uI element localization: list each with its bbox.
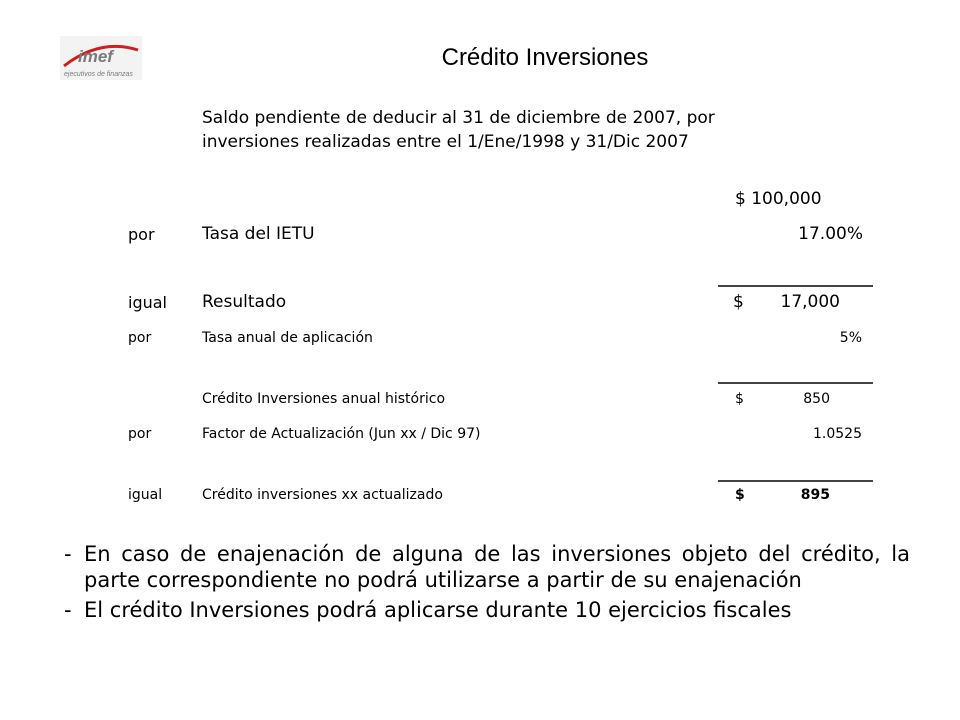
- row-value: 895: [800, 487, 830, 503]
- balance-description: Saldo pendiente de deducir al 31 de diciembre de 2007, por inversiones realizadas entre el 1/Ene/1998 y 31/Dic 2007: [202, 108, 715, 152]
- sum-divider: [718, 382, 873, 384]
- sum-divider: [718, 480, 873, 482]
- row-label: Resultado: [202, 292, 287, 312]
- row-value: 1.0525: [813, 426, 862, 442]
- row-currency: $: [735, 391, 744, 407]
- bullet-dash: -: [64, 542, 72, 566]
- logo-subtitle: ejecutivos de finanzas: [64, 71, 133, 78]
- sum-divider: [718, 285, 873, 287]
- logo-wordmark: imef: [78, 47, 113, 66]
- row-value: 5%: [839, 330, 862, 346]
- row-label: Tasa del IETU: [202, 224, 315, 244]
- row-operator: igual: [128, 293, 167, 312]
- row-value: 850: [803, 391, 830, 407]
- row-operator: por: [128, 225, 155, 244]
- row-value: 17,000: [780, 292, 840, 312]
- row-operator: por: [128, 426, 152, 442]
- row-operator: por: [128, 330, 152, 346]
- note-text: En caso de enajenación de alguna de las inversiones objeto del crédito, la parte correspondiente no podrá utilizarse a partir de su enajenación: [84, 542, 910, 592]
- row-label: Crédito inversiones xx actualizado: [202, 487, 443, 503]
- list-item: [64, 597, 910, 623]
- row-label: Factor de Actualización (Jun xx / Dic 97): [202, 426, 481, 442]
- notes-list: [64, 541, 910, 627]
- initial-balance-value: $ 100,000: [735, 189, 822, 209]
- row-currency: $: [735, 487, 745, 503]
- row-currency: $: [733, 292, 744, 312]
- row-label: Tasa anual de aplicación: [202, 330, 373, 346]
- row-value: 17.00%: [798, 224, 863, 244]
- bullet-dash: -: [64, 598, 72, 622]
- list-item: [64, 541, 910, 593]
- page-title: Crédito Inversiones: [441, 44, 649, 71]
- row-label: Crédito Inversiones anual histórico: [202, 391, 446, 407]
- note-text: El crédito Inversiones podrá aplicarse durante 10 ejercicios fiscales: [84, 598, 792, 622]
- row-operator: igual: [128, 487, 163, 503]
